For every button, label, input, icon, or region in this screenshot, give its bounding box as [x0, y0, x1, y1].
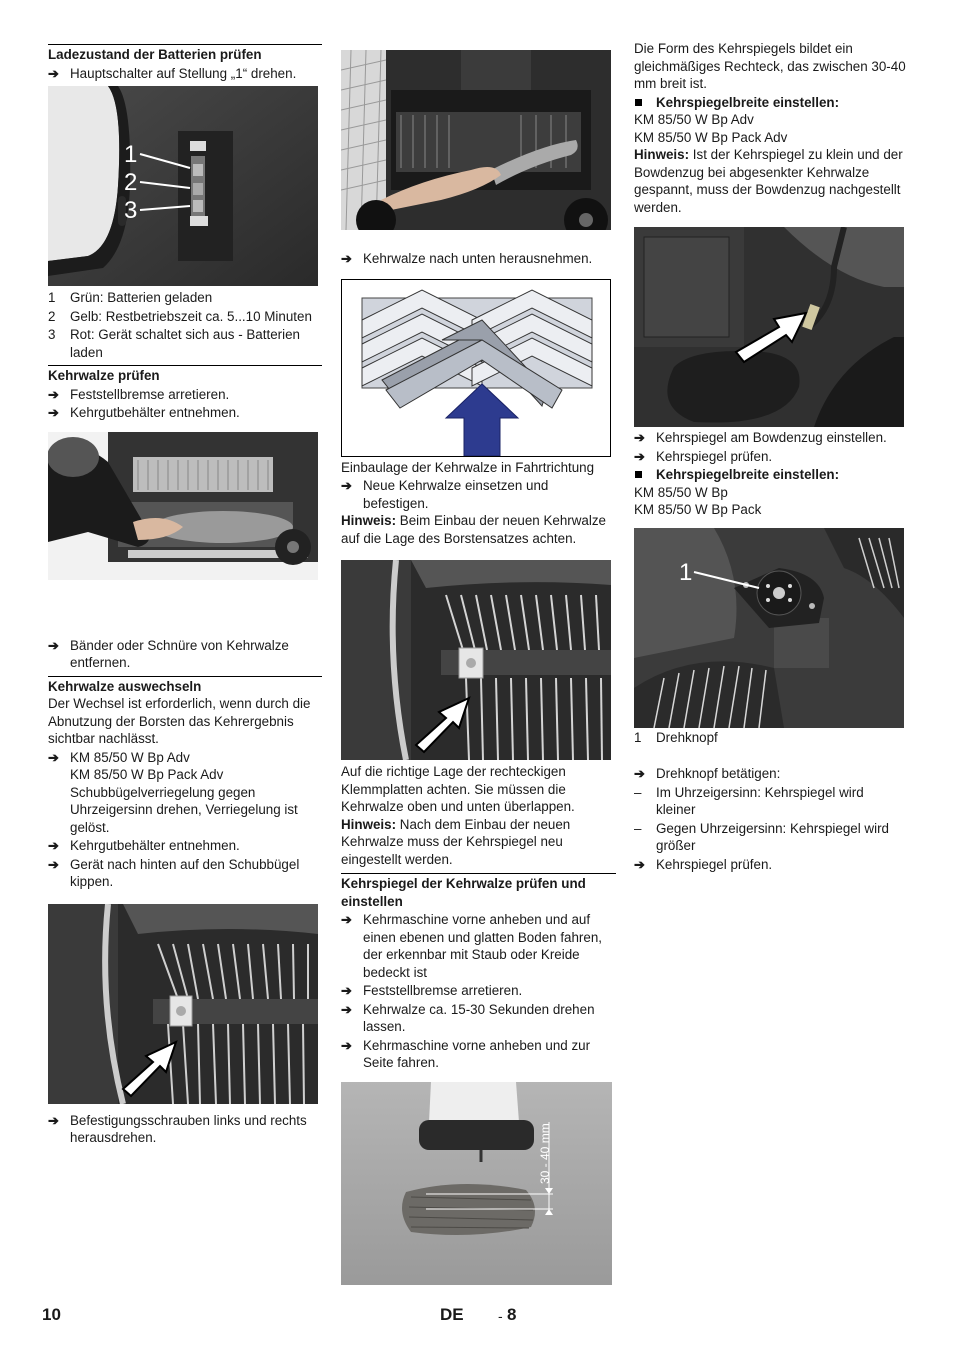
model-line: KM 85/50 W Bp Pack — [634, 502, 762, 517]
clamp-plate-photo — [341, 560, 611, 760]
battery-indicator-image — [48, 86, 318, 286]
arrow-icon: ➔ — [48, 856, 59, 872]
column-right — [634, 40, 906, 873]
arrow-icon: ➔ — [48, 1112, 59, 1128]
dash-item: – Im Uhrzeigersinn: Kehrspiegel wird kleiner — [634, 784, 864, 817]
step: ➔ Kehrgutbehälter entnehmen. — [48, 405, 240, 420]
measure-label: 30 - 40 mm — [538, 1122, 552, 1184]
callout-1: 1 — [124, 141, 138, 168]
column-middle — [341, 40, 616, 1285]
arrow-icon: ➔ — [48, 637, 59, 653]
step: ➔ KM 85/50 W Bp Adv — [48, 749, 190, 765]
roller-check-image — [48, 432, 318, 580]
arrow-icon: ➔ — [341, 478, 352, 493]
step: ➔ Drehknopf betätigen: — [634, 766, 781, 781]
step-continuation: Schubbügelverriegelung gegen Uhrzeigersinn drehen, Verriegelung ist gelöst. — [70, 784, 298, 835]
step: ➔ Kehrmaschine vorne anheben und auf einen ebenen und glatten Boden fahren, der erkennbar mit Staub oder Kreide bedeckt ist — [341, 912, 603, 980]
bullet-heading: Kehrspiegelbreite einstellen: — [634, 94, 906, 112]
paragraph: Die Form des Kehrspiegels bildet ein gleichmäßiges Rechteck, das zwischen 30-40 mm breit ist. — [634, 41, 906, 91]
square-bullet-icon — [635, 99, 642, 106]
step: ➔ Hauptschalter auf Stellung „1“ drehen. — [48, 65, 297, 81]
step: ➔ Bänder oder Schnüre von Kehrwalze entfernen. — [48, 637, 289, 670]
arrow-icon: ➔ — [341, 1001, 352, 1017]
paragraph: Auf die richtige Lage der rechteckigen Klemmplatten achten. Sie müssen die Kehrwalze oben und unten überlappen. — [341, 764, 575, 814]
heading-roller-check: Kehrwalze prüfen — [48, 365, 322, 385]
arrow-icon: ➔ — [48, 65, 59, 81]
arrow-icon: ➔ — [48, 749, 59, 765]
step: ➔ Kehrwalze nach unten herausnehmen. — [341, 251, 593, 266]
arrow-icon: ➔ — [634, 448, 645, 464]
roller-check-photo — [48, 432, 318, 580]
step: ➔ Kehrspiegel prüfen. — [634, 856, 773, 872]
model-line: KM 85/50 W Bp Pack Adv — [634, 129, 788, 145]
legend-list — [48, 289, 322, 361]
square-bullet-icon — [635, 471, 642, 478]
page-number: 10 — [42, 1305, 61, 1324]
arrow-icon: ➔ — [48, 386, 59, 402]
roller-screw-image — [48, 904, 318, 1104]
footer-separator: - — [498, 1308, 503, 1324]
arrow-icon: ➔ — [341, 983, 352, 998]
arrow-icon: ➔ — [634, 430, 645, 445]
callout-1: 1 — [679, 558, 693, 586]
roller-remove-image — [341, 50, 611, 230]
paragraph: Der Wechsel ist erforderlich, wenn durch die Abnutzung der Borsten das Kehrergebnis sichtbar nachlässt. — [48, 696, 311, 746]
step: ➔ Feststellbremse arretieren. — [341, 983, 523, 998]
arrow-icon: ➔ — [48, 405, 59, 420]
step: ➔ Kehrgutbehälter entnehmen. — [48, 838, 240, 853]
step: ➔ Befestigungsschrauben links und rechts herausdrehen. — [48, 1112, 307, 1145]
step: ➔ Feststellbremse arretieren. — [48, 386, 230, 402]
step: ➔ Neue Kehrwalze einsetzen und befestigen. — [341, 478, 549, 511]
arrow-icon: ➔ — [634, 766, 645, 781]
arrow-icon: ➔ — [341, 912, 352, 927]
sweep-pattern-photo — [341, 1082, 612, 1285]
roller-screw-photo — [48, 904, 318, 1104]
roller-remove-photo — [341, 50, 611, 230]
arrow-icon: ➔ — [634, 856, 645, 872]
step: ➔ Gerät nach hinten auf den Schubbügel kippen. — [48, 856, 300, 889]
hint-paragraph: Hinweis: Beim Einbau der neuen Kehrwalze auf die Lage des Borstensatzes achten. — [341, 513, 606, 546]
step: ➔ Kehrspiegel prüfen. — [634, 448, 773, 464]
arrow-icon: ➔ — [341, 1037, 352, 1053]
list-item: 2 Gelb: Restbetriebszeit ca. 5...10 Minuten — [48, 308, 312, 324]
arrow-icon: ➔ — [48, 838, 59, 853]
model-line: KM 85/50 W Bp Adv — [634, 112, 754, 127]
language-code: DE — [440, 1305, 464, 1324]
legend-item: 1 Drehknopf — [634, 729, 718, 745]
rotary-knob-image — [634, 528, 904, 728]
list-item: 3 Rot: Gerät schaltet sich aus - Batterien laden — [48, 327, 300, 360]
heading-battery-check: Ladezustand der Batterien prüfen — [48, 44, 322, 64]
clamp-plate-image — [341, 560, 611, 760]
sub-page-number: 8 — [507, 1305, 517, 1324]
battery-indicator-photo — [48, 86, 318, 286]
step-continuation: KM 85/50 W Bp Pack Adv — [70, 767, 224, 782]
list-item: 1 Grün: Batterien geladen — [48, 290, 213, 305]
heading-sweep-pattern: Kehrspiegel der Kehrwalze prüfen und einstellen — [341, 873, 616, 910]
installation-diagram-image — [342, 280, 610, 456]
callout-3: 3 — [124, 197, 138, 224]
bullet-heading: Kehrspiegelbreite einstellen: — [634, 466, 906, 484]
rotary-knob-photo — [634, 528, 904, 728]
step: ➔ Kehrspiegel am Bowdenzug einstellen. — [634, 430, 887, 445]
column-left — [48, 40, 322, 1147]
model-line: KM 85/50 W Bp — [634, 484, 728, 500]
sweep-pattern-image — [341, 1082, 612, 1285]
diagram-caption: Einbaulage der Kehrwalze in Fahrtrichtung — [341, 459, 595, 475]
hint-paragraph: Hinweis: Nach dem Einbau der neuen Kehrwalze muss der Kehrspiegel neu eingestellt werden. — [341, 816, 571, 867]
step: ➔ Kehrwalze ca. 15-30 Sekunden drehen lassen. — [341, 1001, 595, 1034]
hint-paragraph: Hinweis: Ist der Kehrspiegel zu klein und der Bowdenzug bei abgesenkter Kehrwalze gespannt, muss der Bowdenzug nachgestellt werden. — [634, 147, 903, 215]
step: ➔ Kehrmaschine vorne anheben und zur Seite fahren. — [341, 1037, 591, 1070]
heading-roller-replace: Kehrwalze auswechseln — [48, 676, 322, 696]
installation-diagram — [341, 279, 611, 457]
bowden-cable-photo — [634, 227, 904, 427]
arrow-icon: ➔ — [341, 251, 352, 266]
dash-item: – Gegen Uhrzeigersinn: Kehrspiegel wird größer — [634, 820, 889, 853]
callout-2: 2 — [124, 169, 138, 196]
bowden-cable-image — [634, 227, 904, 427]
